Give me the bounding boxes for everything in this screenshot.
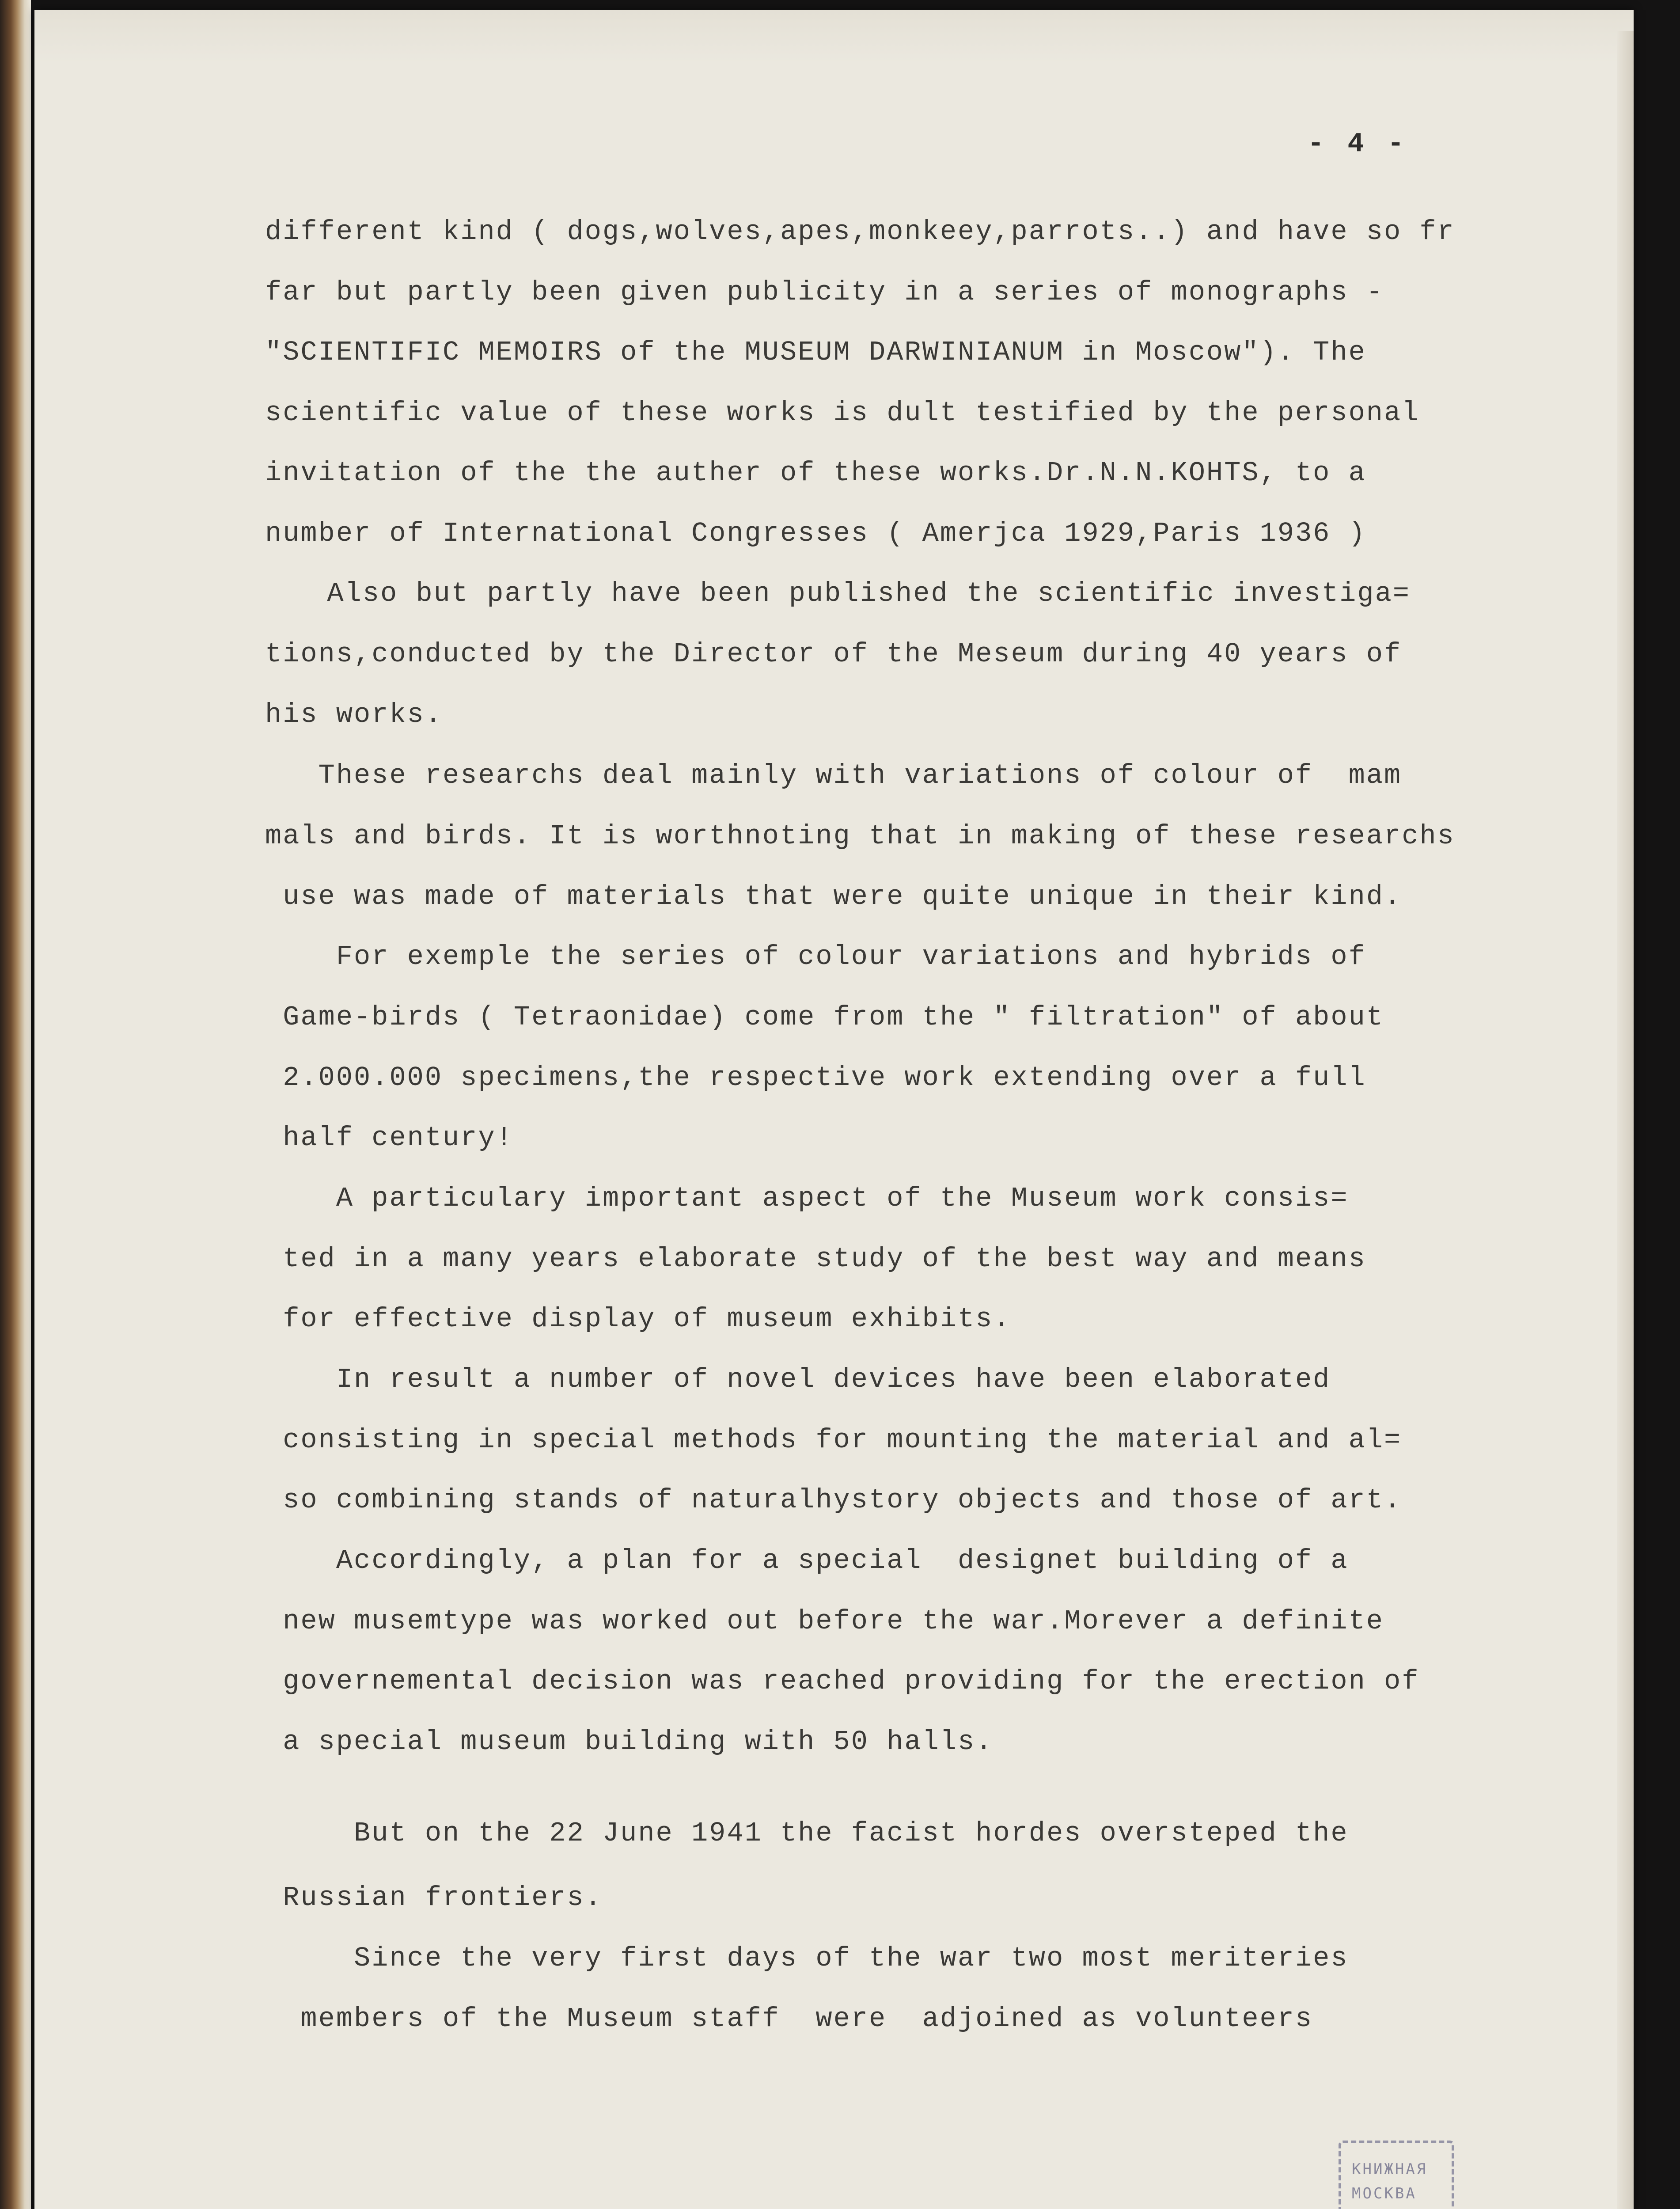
body-line: A particulary important aspect of the Museum work consis= <box>265 1183 1349 1214</box>
stamp-line: КНИЖНАЯ <box>1352 2160 1428 2178</box>
body-line: But on the 22 June 1941 the facist hordes oversteped the <box>265 1818 1349 1849</box>
body-line: "SCIENTIFIC MEMOIRS of the MUSEUM DARWINIANUM in Moscow"). The <box>265 337 1366 368</box>
page-number: - 4 - <box>1308 128 1408 159</box>
body-line: a special museum building with 50 halls. <box>265 1726 994 1757</box>
body-line: Russian frontiers. <box>265 1882 603 1913</box>
body-line: different kind ( dogs,wolves,apes,monkeey,parrots..) and have so fr <box>265 216 1455 247</box>
body-line: use was made of materials that were quite unique in their kind. <box>265 881 1402 912</box>
body-line: ted in a many years elaborate study of the best way and means <box>265 1243 1366 1275</box>
body-line: for effective display of museum exhibits. <box>265 1303 1011 1335</box>
body-line: consisting in special methods for mounting the material and al= <box>265 1424 1402 1456</box>
body-line: half century! <box>265 1122 514 1154</box>
body-line: his works. <box>265 699 443 730</box>
body-line: scientific value of these works is dult testified by the personal <box>265 397 1420 429</box>
body-line: invitation of the the auther of these works.Dr.N.N.KOHTS, to a <box>265 457 1366 489</box>
paper-right-edge <box>1617 31 1634 2209</box>
body-line: 2.000.000 specimens,the respective work extending over a full <box>265 1062 1366 1093</box>
body-line: governemental decision was reached providing for the erection of <box>265 1666 1420 1697</box>
body-line: mals and birds. It is worthnoting that in making of these researchs <box>265 820 1455 852</box>
body-line: tions,conducted by the Director of the Meseum during 40 years of <box>265 638 1402 670</box>
body-line: number of International Congresses ( Amerjca 1929,Paris 1936 ) <box>265 518 1366 549</box>
body-line: members of the Museum staff were adjoined as volunteers <box>265 2003 1313 2034</box>
body-line: These researchs deal mainly with variations of colour of mam <box>265 760 1402 791</box>
left-page-edge <box>0 0 31 2209</box>
body-line: For exemple the series of colour variations and hybrids of <box>265 941 1366 972</box>
body-line: new musemtype was worked out before the war.Morever a definite <box>265 1606 1384 1637</box>
body-line: In result a number of novel devices have been elaborated <box>265 1364 1331 1395</box>
body-line: Game-birds ( Tetraonidae) come from the " filtration" of about <box>265 1002 1384 1033</box>
body-line: so combining stands of naturalhystory objects and those of art. <box>265 1484 1402 1516</box>
body-line: Accordingly, a plan for a special designet building of a <box>265 1545 1349 1576</box>
body-line: far but partly been given publicity in a series of monographs - <box>265 277 1384 308</box>
paper-top-edge <box>34 10 1634 63</box>
body-line: Also but partly have been published the scientific investiga= <box>292 578 1411 609</box>
stamp-line: МОСКВА <box>1352 2185 1417 2202</box>
body-line: Since the very first days of the war two most meriteries <box>265 1943 1349 1974</box>
